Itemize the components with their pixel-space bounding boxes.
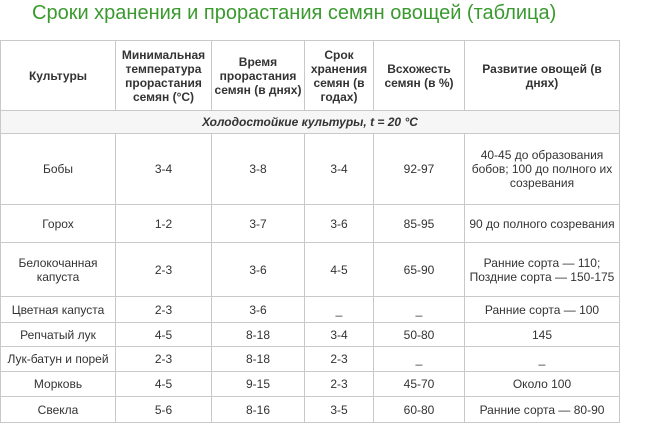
cell-culture: Горох bbox=[1, 205, 116, 243]
page-title: Сроки хранения и прорастания семян овощей (таблица) bbox=[32, 2, 557, 24]
cell-storage: 3-6 bbox=[305, 205, 374, 243]
cell-germ-time: 8-16 bbox=[212, 397, 305, 423]
header-germination: Всхожесть семян (в %) bbox=[374, 41, 465, 111]
cell-storage: 3-4 bbox=[305, 134, 374, 205]
cell-germ-time: 3-8 bbox=[212, 134, 305, 205]
group-label: Холодостойкие культуры, t = 20 °С bbox=[1, 111, 620, 134]
table-row bbox=[1, 397, 620, 423]
cell-germination: 65-90 bbox=[374, 243, 465, 297]
cell-culture: Репчатый лук bbox=[1, 323, 116, 347]
header-storage: Срок хранения семян (в годах) bbox=[305, 41, 374, 111]
header-min-temp: Минимальная температура прорастания семян (°С) bbox=[116, 41, 212, 111]
table-row bbox=[1, 297, 620, 323]
table-row bbox=[1, 372, 620, 397]
seed-storage-table bbox=[0, 40, 620, 423]
cell-germination: 45-70 bbox=[374, 372, 465, 397]
cell-min-temp: 5-6 bbox=[116, 397, 212, 423]
cell-storage: 2-3 bbox=[305, 347, 374, 372]
cell-germination: _ bbox=[374, 347, 465, 372]
cell-culture: Морковь bbox=[1, 372, 116, 397]
cell-min-temp: 2-3 bbox=[116, 347, 212, 372]
cell-development: Ранние сорта — 100 bbox=[465, 297, 620, 323]
cell-storage: 4-5 bbox=[305, 243, 374, 297]
cell-min-temp: 2-3 bbox=[116, 243, 212, 297]
cell-min-temp: 3-4 bbox=[116, 134, 212, 205]
cell-germination: 60-80 bbox=[374, 397, 465, 423]
table-row bbox=[1, 243, 620, 297]
table-row bbox=[1, 347, 620, 372]
table-row bbox=[1, 323, 620, 347]
cell-development: 40-45 до образования бобов; 100 до полного их созревания bbox=[465, 134, 620, 205]
cell-culture: Лук-батун и порей bbox=[1, 347, 116, 372]
cell-min-temp: 2-3 bbox=[116, 297, 212, 323]
cell-min-temp: 4-5 bbox=[116, 372, 212, 397]
cell-culture: Цветная капуста bbox=[1, 297, 116, 323]
group-row bbox=[1, 111, 620, 134]
cell-culture: Белокочанная капуста bbox=[1, 243, 116, 297]
cell-germ-time: 9-15 bbox=[212, 372, 305, 397]
cell-germination: 50-80 bbox=[374, 323, 465, 347]
cell-germination: 85-95 bbox=[374, 205, 465, 243]
cell-culture: Свекла bbox=[1, 397, 116, 423]
cell-development: Ранние сорта — 80-90 bbox=[465, 397, 620, 423]
cell-development: _ bbox=[465, 347, 620, 372]
header-culture: Культуры bbox=[1, 41, 116, 111]
cell-storage: 3-5 bbox=[305, 397, 374, 423]
cell-germ-time: 8-18 bbox=[212, 347, 305, 372]
header-development: Развитие овощей (в днях) bbox=[465, 41, 620, 111]
table-row bbox=[1, 205, 620, 243]
cell-germ-time: 3-7 bbox=[212, 205, 305, 243]
cell-storage: 3-4 bbox=[305, 323, 374, 347]
cell-min-temp: 4-5 bbox=[116, 323, 212, 347]
cell-germination: 92-97 bbox=[374, 134, 465, 205]
cell-germ-time: 8-18 bbox=[212, 323, 305, 347]
cell-storage: _ bbox=[305, 297, 374, 323]
cell-development: Ранние сорта — 110; Поздние сорта — 150-175 bbox=[465, 243, 620, 297]
cell-germ-time: 3-6 bbox=[212, 297, 305, 323]
cell-germination: _ bbox=[374, 297, 465, 323]
header-germ-time: Время прорастания семян (в днях) bbox=[212, 41, 305, 111]
table-row bbox=[1, 134, 620, 205]
cell-development: 145 bbox=[465, 323, 620, 347]
cell-germ-time: 3-6 bbox=[212, 243, 305, 297]
cell-development: Около 100 bbox=[465, 372, 620, 397]
cell-min-temp: 1-2 bbox=[116, 205, 212, 243]
cell-storage: 2-3 bbox=[305, 372, 374, 397]
cell-culture: Бобы bbox=[1, 134, 116, 205]
table-header-row bbox=[1, 41, 620, 111]
cell-development: 90 до полного созревания bbox=[465, 205, 620, 243]
